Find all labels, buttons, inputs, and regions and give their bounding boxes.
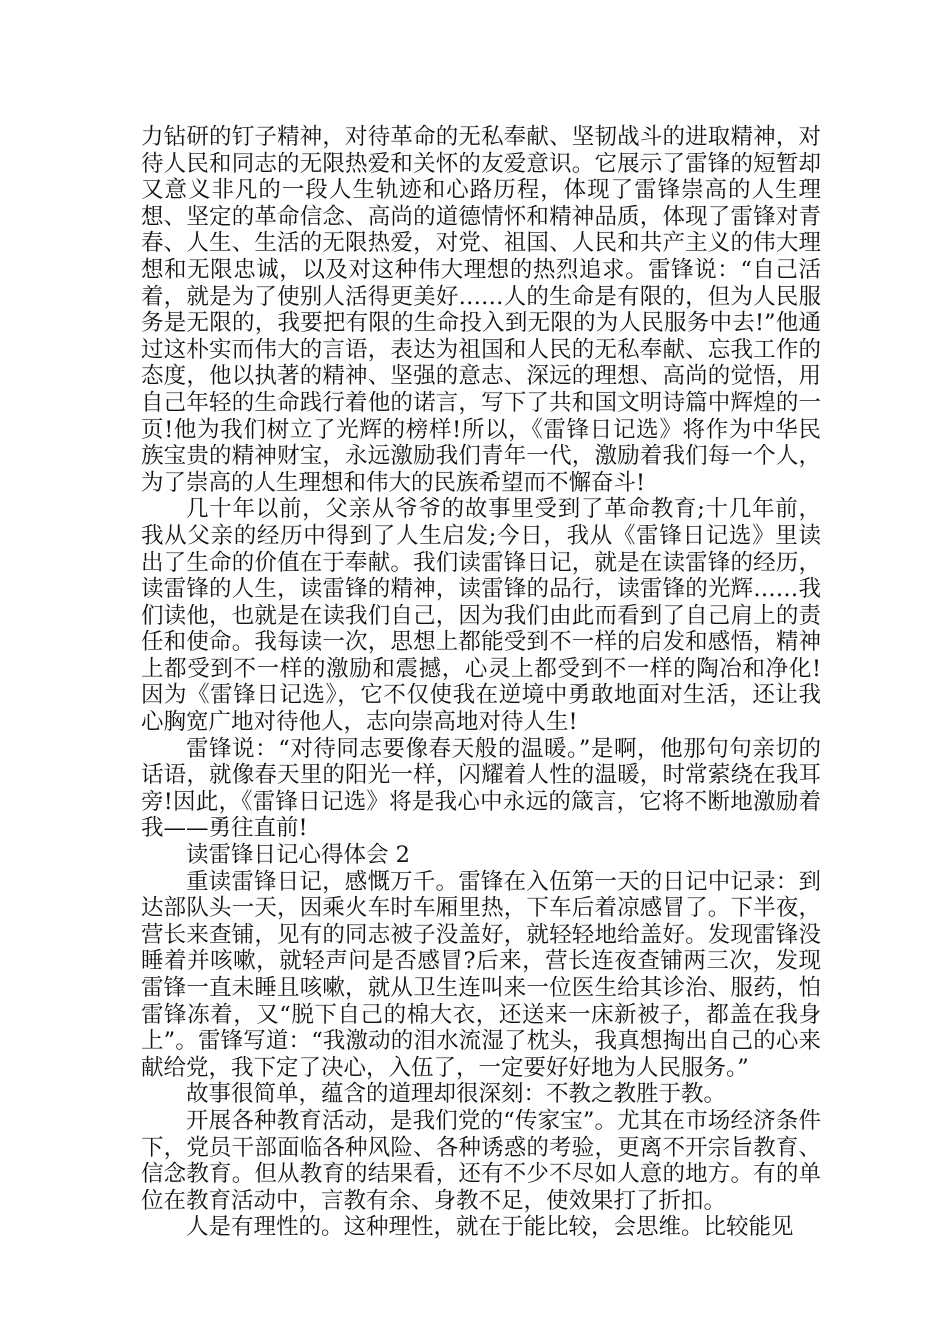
paragraph-continuation: 力钻研的钉子精神，对待革命的无私奉献、坚韧战斗的进取精神，对待人民和同志的无限热爱和关怀的友爱意识。它展示了雷锋的短暂却又意义非凡的一段人生轨迹和心路历程，体现了雷锋崇高的人生理想、坚定的革命信念、高尚的道德情怀和精神品质，体现了雷锋对青春、人生、生活的无限热爱，对党、祖国、人民和共产主义的伟大理想和无限忠诚，以及对这种伟大理想的热烈追求。雷锋说：“自己活着，就是为了使别人活得更美好……人的生命是有限的，但为人民服务是无限的，我要把有限的生命投入到无限的为人民服务中去!”他通过这朴实而伟大的言语，表达为祖国和人民的无私奉献、忘我工作的态度，他以执著的精神、坚强的意志、深远的理想、高尚的觉悟，用自己年轻的生命践行着他的诺言，写下了共和国文明诗篇中辉煌的一页!他为我们树立了光辉的榜样!所以，《雷锋日记选》将作为中华民族宝贵的精神财宝，永远激励我们青年一代，激励着我们每一个人，为了崇高的人生理想和伟大的民族希望而不懈奋斗! [141,124,821,496]
paragraph-simple-story: 故事很简单，蕴含的道理却很深刻：不教之教胜于教。 [186,1081,727,1108]
paragraph-reread-diary: 重读雷锋日记，感慨万千。雷锋在入伍第一天的日记中记录：到达部队头一天，因乘火车时车厢里热，下车后着凉感冒了。下半夜，营长来查铺，见有的同志被子没盖好，就轻轻地给盖好。发现雷锋没睡着并咳嗽，就轻声问是否感冒?后来，营长连夜查铺两三次，发现雷锋一直未睡且咳嗽，就从卫生连叫来一位医生给其诊治、服药，怕雷锋冻着，又“脱下自己的棉大衣，还送来一床新被子，都盖在我身上”。雷锋写道：“我激动的泪水流湿了枕头，我真想掏出自己的心来献给党，我下定了决心，入伍了，一定要好好地为人民服务。” [141,868,821,1081]
paragraph-father-story: 几十年以前，父亲从爷爷的故事里受到了革命教育;十几年前，我从父亲的经历中得到了人生启发;今日，我从《雷锋日记选》里读出了生命的价值在于奉献。我们读雷锋日记，就是在读雷锋的经历，读雷锋的人生，读雷锋的精神，读雷锋的品行，读雷锋的光辉……我们读他，也就是在读我们自己，因为我们由此而看到了自己肩上的责任和使命。我每读一次，思想上都能受到不一样的启发和感悟，精神上都受到不一样的激励和震撼，心灵上都受到不一样的陶冶和净化!因为《雷锋日记选》，它不仅使我在逆境中勇敢地面对生活，还让我心胸宽广地对待他人，志向崇高地对待人生! [141,496,821,736]
section-heading: 读雷锋日记心得体会 2 [186,842,410,869]
paragraph-education-activities: 开展各种教育活动，是我们党的“传家宝”。尤其在市场经济条件下，党员干部面临各种风险、各种诱惑的考验，更离不开宗旨教育、信念教育。但从教育的结果看，还有不少不尽如人意的地方。有的单位在教育活动中，言教有余、身教不足，使效果打了折扣。 [141,1107,821,1214]
paragraph-spring-warmth: 雷锋说：“对待同志要像春天般的温暖。”是啊，他那句句亲切的话语，就像春天里的阳光一样，闪耀着人性的温暖，时常萦绕在我耳旁!因此，《雷锋日记选》将是我心中永远的箴言，它将不断地激励着我——勇往直前! [141,735,821,842]
paragraph-rationality: 人是有理性的。这种理性，就在于能比较，会思维。比较能见 [186,1214,794,1241]
document-body [141,124,821,1241]
